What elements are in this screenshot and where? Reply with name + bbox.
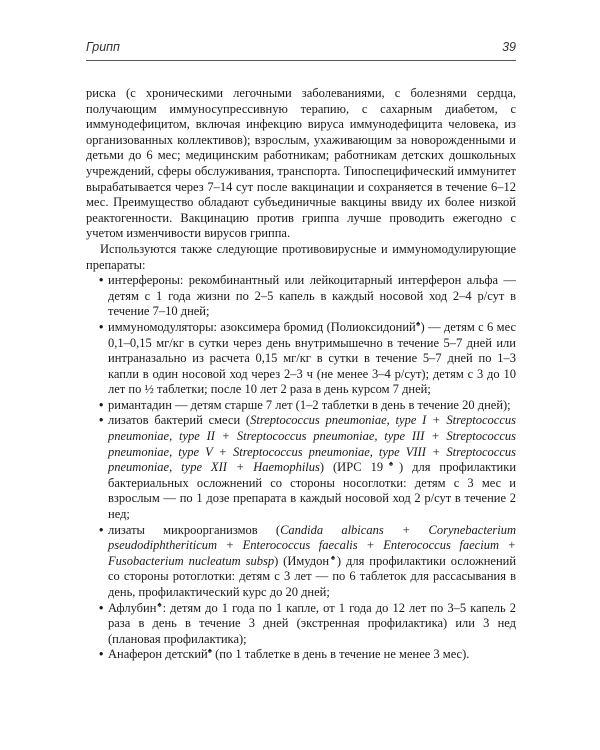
bullet-symbol: • [99,647,104,662]
bullet-symbol: • [99,413,104,428]
bullet-symbol: • [99,273,104,288]
item-text: (по 1 таблетке в день в течение не менее 3 мес). [212,647,470,662]
item-text: ) (Имудон [274,553,330,568]
running-header [86,40,516,58]
item-text: ) (ИРС 19 [319,460,384,475]
list-item-interferons [86,273,516,320]
trademark-mark: ♠ [207,646,212,656]
item-text: римантадин — детям старше 7 лет (1–2 таблетки в день в течение 20 дней); [108,397,511,412]
item-text: Анаферон детский [108,647,208,662]
item-text: лизаты микроорганизмов ( [108,522,281,537]
list-item-aflubin [86,601,516,648]
page-body [86,86,516,663]
bullet-symbol: • [99,522,104,537]
item-text: ) — детям с 6 мес 0,1–0,15 мг/кг в сутки через день внутримышечно в течение 5–7 дней или интраназально из расчета 0,15 мг/кг в сутки в течение 5–7 дней по 1–3 капли в один носовой ход через 2–3 ч (не менее 3–4 р/сут); детям с 3 до 10 лет по ½ таблетки; после 10 лет 2 раза в день курсом 7 дней; [108,319,516,397]
list-item-anaferon [86,647,516,663]
header-rule [86,60,516,61]
bullet-symbol: • [99,319,104,334]
item-text: лизатов бактерий смеси ( [108,413,251,428]
drug-list [86,273,516,663]
item-italic-text: Candida albicans + Corynebacterium pseudodiphtheriticum + Enterococcus faecalis + Enterococcus faecium + Fusobacterium nucleatum subsp [108,522,516,568]
item-text: : детям до 1 года по 1 капле, от 1 года до 12 лет по 3–5 капель 2 раза в день в течение 3 дней (экстренная профилактика) или 3 нед (плановая профилактика); [108,600,516,646]
paragraph-continuation: риска (с хроническими легочными заболеваниями, с болезнями сердца, получающим иммуносупрессивную терапию, с сахарным диабетом, с иммунодефицитом, включая инфекцию вируса иммунодефицита человека, из организованных коллективов); взрослым, ухаживающим за новорожденными и детьми до 6 мес; медицинским работникам; работникам детских дошкольных учреждений, сферы обслуживания, транспорта. Типоспецифический иммунитет вырабатывается через 7–14 сут после вакцинации и сохраняется в течение 6–12 мес. Преимущество обладают субъединичные вакцины ввиду их более низкой реактогенности. Вакцинацию против гриппа лучше проводить ежегодно с учетом изменчивости вирусов гриппа. [86,86,516,241]
list-item-microorganism-lysates [86,523,516,601]
bullet-symbol: • [99,600,104,615]
item-italic-text: Streptococcus pneumoniae, type I + Streptococcus pneumoniae, type II + Streptococcus pneumoniae, type III + Streptococcus pneumoniae, type V + Streptococcus pneumoniae, type VIII + Streptococcus pneumoniae, type XII + Haemophilus [108,413,516,475]
section-title: Грипп [86,40,120,54]
trademark-mark: ♠ [415,318,421,328]
trademark-mark: ♠ [383,459,400,469]
item-text: ) для профилактики осложнений со стороны ротоглотки: детям с 3 лет — по 6 таблеток для рассасывания в день, профилактический курс до 20 дней; [108,553,517,599]
item-text: ) для профилактики бактериальных осложнений со стороны носоглотки: детям с 3 мес и взрослым — по 1 дозе препарата в каждый носовой ход 2 р/сут в течение 2 нед; [108,460,517,522]
bullet-symbol: • [99,397,104,412]
paragraph-intro: Используются также следующие противовирусные и иммуномодулирующие препараты: [86,241,516,272]
page-number: 39 [502,40,516,54]
trademark-mark: ♠ [156,599,163,609]
list-item-immunomodulators [86,320,516,398]
item-text: Афлубин [108,600,157,615]
trademark-mark: ♠ [329,552,337,562]
item-text: интерфероны: рекомбинантный или лейкоцитарный интерферон альфа — детям с 1 года жизни по 2–5 капель в каждый носовой ход 2–4 р/сут в течение 7–10 дней; [108,273,516,319]
list-item-bacterial-lysates [86,413,516,522]
item-text: иммуномодуляторы: азоксимера бромид (Полиоксидоний [108,319,416,334]
list-item-rimantadine [86,398,516,414]
